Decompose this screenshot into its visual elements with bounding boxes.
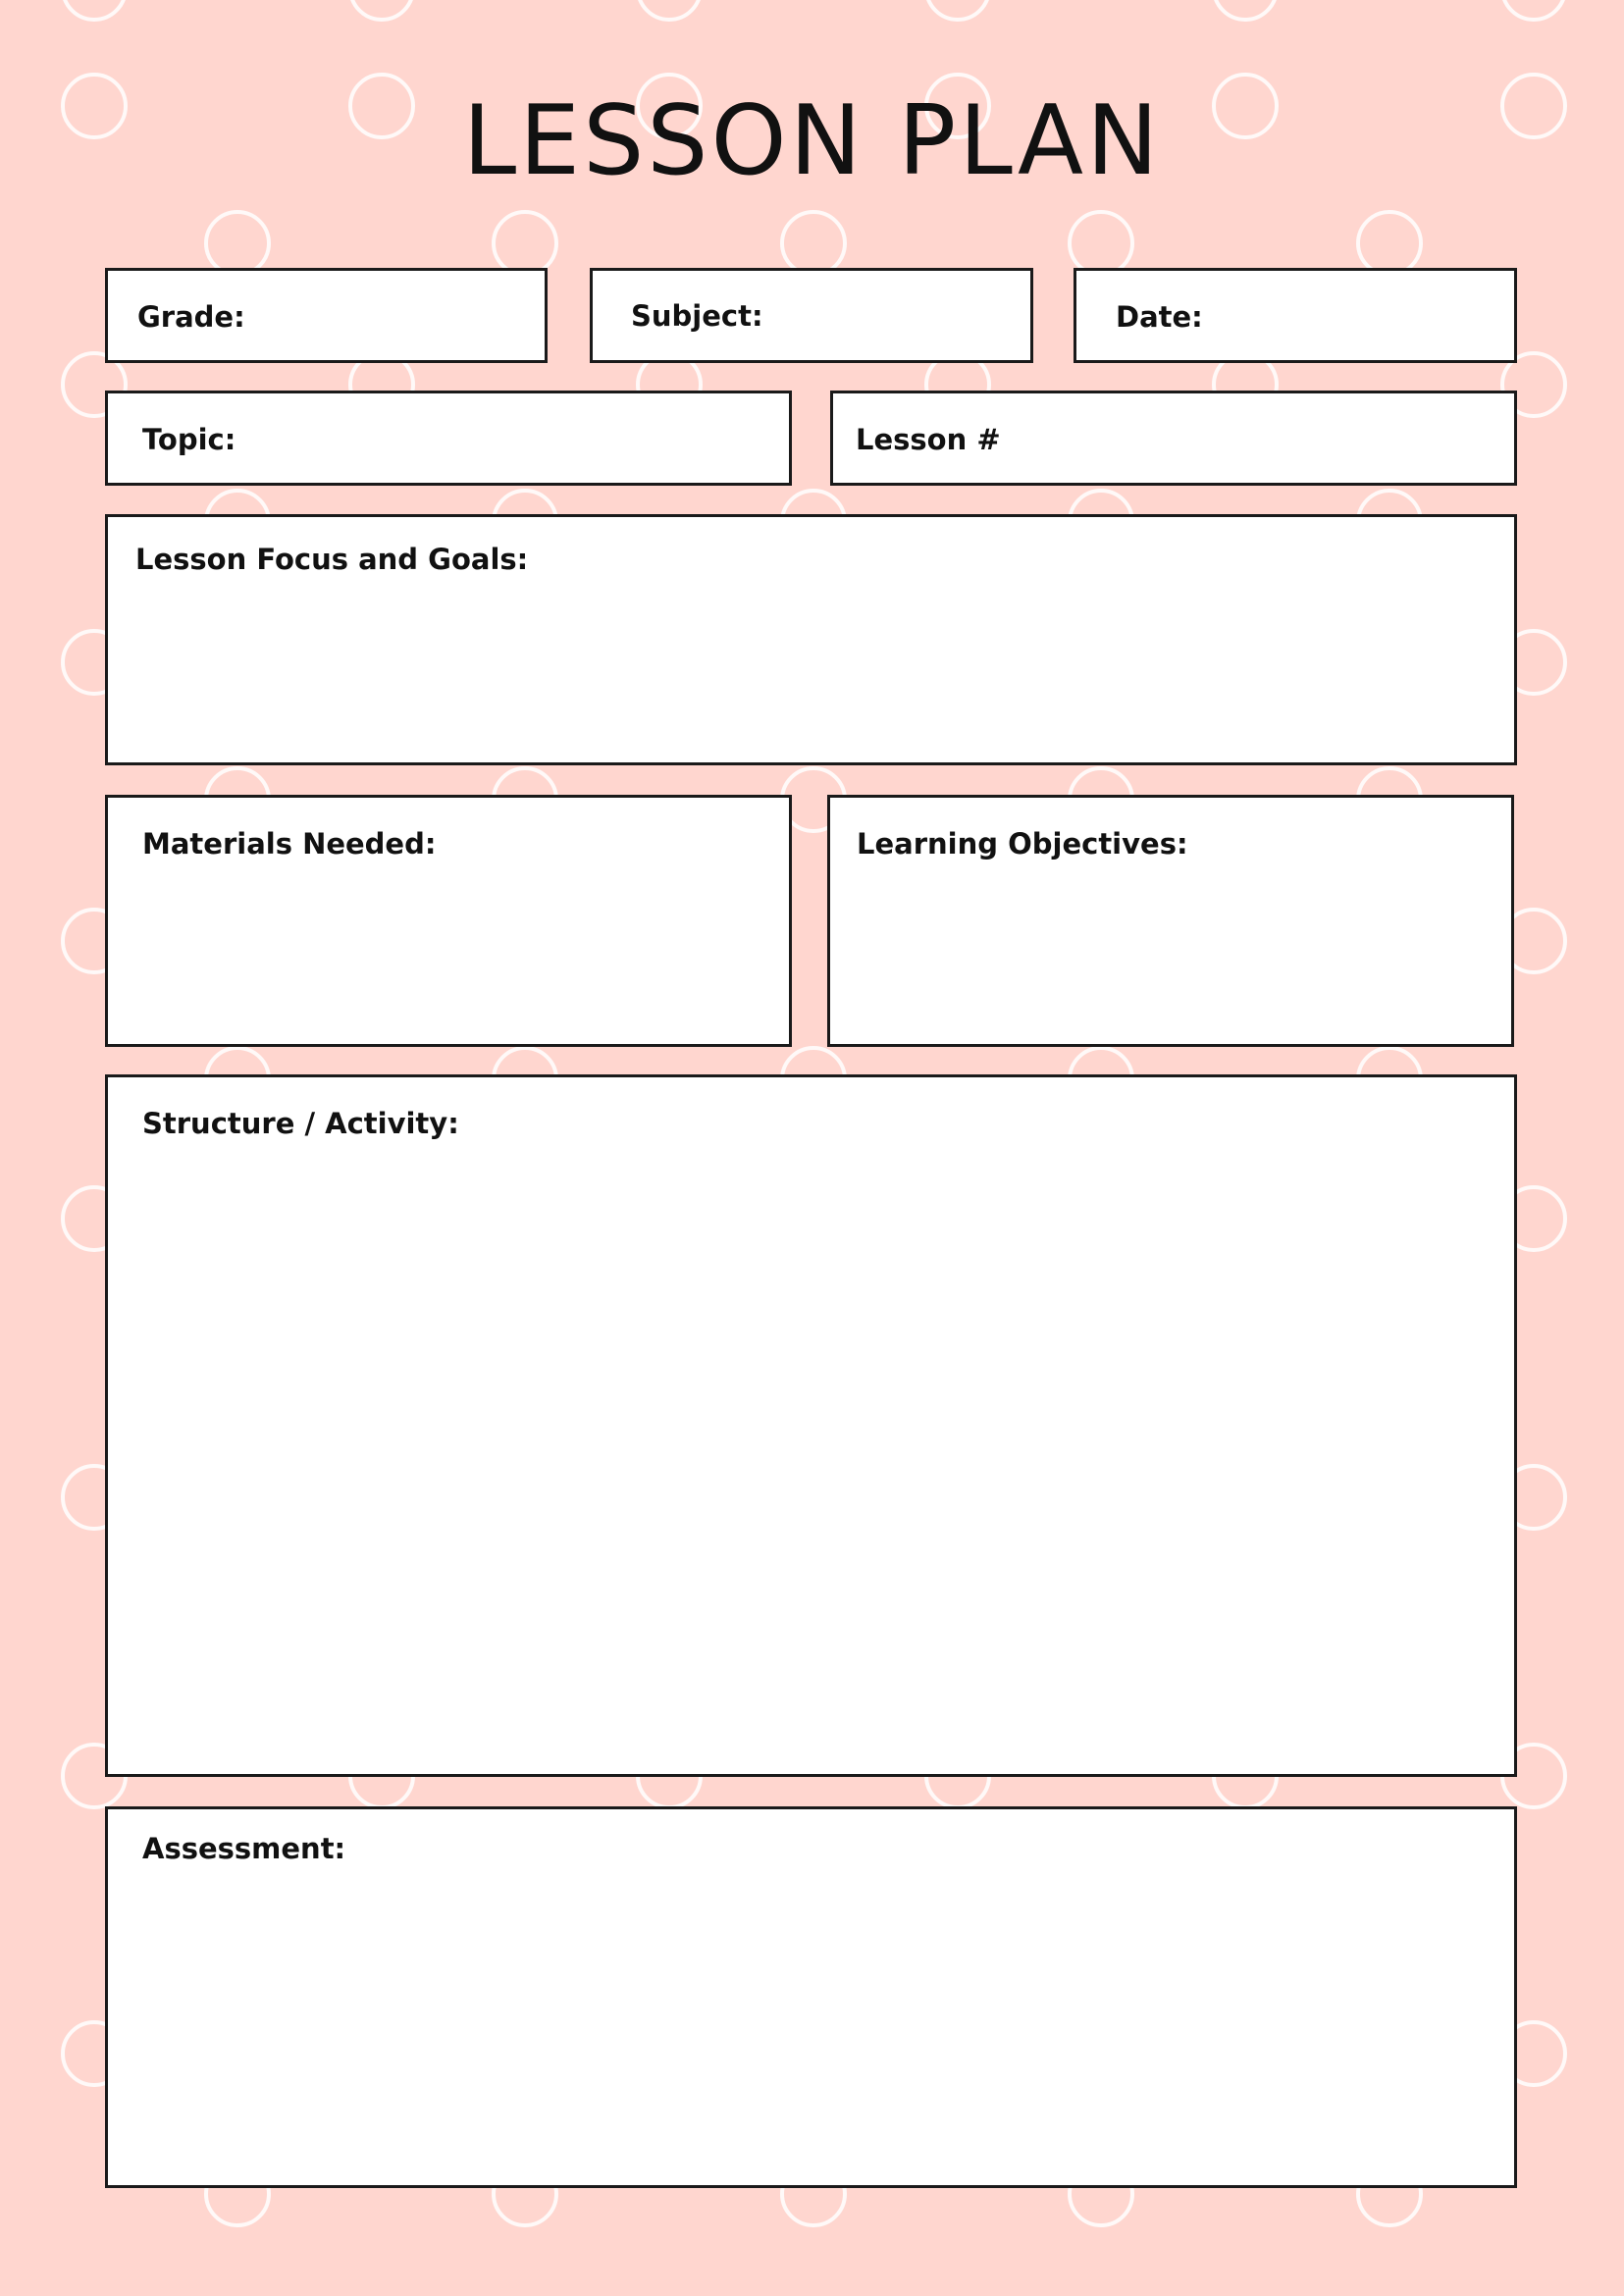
pattern-circle — [1214, 0, 1277, 20]
materials-needed-label: Materials Needed: — [142, 827, 437, 861]
lesson-focus-goals-label: Lesson Focus and Goals: — [135, 543, 529, 576]
lesson-focus-goals-field[interactable] — [105, 514, 1517, 765]
topic-field[interactable] — [105, 391, 792, 486]
learning-objectives-label: Learning Objectives: — [857, 827, 1188, 861]
pattern-circle — [782, 212, 845, 275]
pattern-circle — [638, 0, 701, 20]
grade-label: Grade: — [137, 300, 245, 334]
pattern-circle — [926, 0, 989, 20]
subject-label: Subject: — [631, 299, 763, 333]
pattern-circle — [350, 0, 413, 20]
pattern-circle — [1502, 0, 1565, 20]
date-label: Date: — [1116, 300, 1203, 334]
lesson-number-field[interactable] — [830, 391, 1517, 486]
topic-label: Topic: — [142, 423, 236, 456]
pattern-circle — [1070, 212, 1132, 275]
structure-activity-field[interactable] — [105, 1074, 1517, 1777]
materials-needed-field[interactable] — [105, 795, 792, 1047]
pattern-circle — [1358, 212, 1421, 275]
page-title: LESSON PLAN — [462, 85, 1162, 197]
subject-field[interactable] — [590, 268, 1033, 363]
learning-objectives-field[interactable] — [827, 795, 1514, 1047]
pattern-circle — [63, 0, 126, 20]
assessment-label: Assessment: — [142, 1832, 346, 1865]
grade-field[interactable] — [105, 268, 548, 363]
assessment-field[interactable] — [105, 1806, 1517, 2188]
date-field[interactable] — [1074, 268, 1517, 363]
pattern-circle — [494, 212, 556, 275]
lesson-number-label: Lesson # — [856, 423, 1001, 456]
pattern-circle — [206, 212, 269, 275]
structure-activity-label: Structure / Activity: — [142, 1107, 459, 1140]
